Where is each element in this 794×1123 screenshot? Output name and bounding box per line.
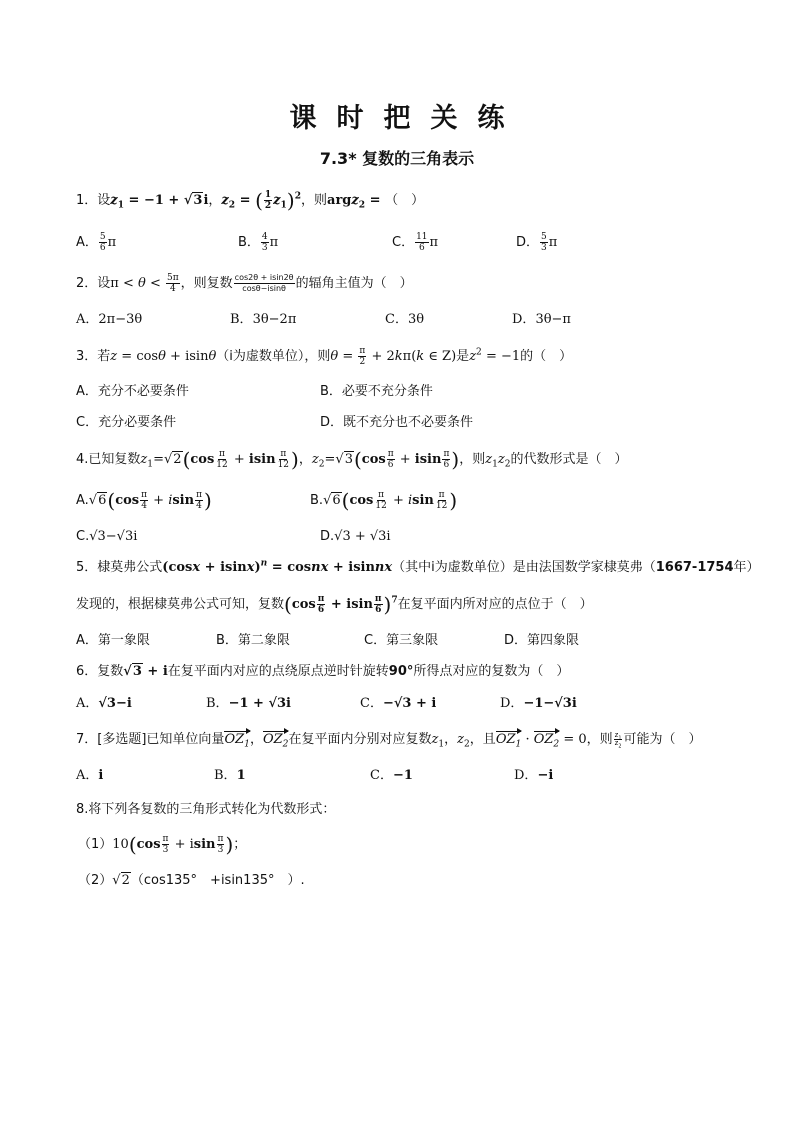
q7-option-b[interactable]: B．1 (214, 768, 246, 783)
page-subtitle: 7.3* 复数的三角表示 (319, 149, 475, 168)
question-2: 2．设π < θ < $\frac{5\pi}{4}$ ，则复数 $\frac{\cos 2\theta + isin2\theta}{\cos\theta-isin\theta}$ 的辐角主值为（ ） (76, 273, 413, 294)
q2-option-c[interactable]: C．3θ (385, 312, 425, 327)
q2-option-d[interactable]: D．3θ−π (512, 312, 571, 327)
q7-option-c[interactable]: C．−1 (370, 768, 413, 783)
q4-option-d[interactable]: D.√3 + √3i (320, 529, 391, 544)
q3-option-b[interactable]: B．必要不充分条件 (320, 384, 433, 399)
question-6: 6．复数√3 + i在复平面内对应的点绕原点逆时针旋转90°所得点对应的复数为（ ） (76, 664, 570, 679)
page-title: 课时把关练 (289, 103, 525, 134)
q1-option-b[interactable]: B． $\frac{4}{3}$ π (238, 232, 279, 253)
q2-option-a[interactable]: A．2π−3θ (76, 312, 143, 327)
q3-option-a[interactable]: A．充分不必要条件 (76, 384, 189, 399)
q2-option-b[interactable]: B．3θ−2π (230, 312, 297, 327)
q7-option-a[interactable]: A．i (76, 768, 104, 783)
q5-option-a[interactable]: A．第一象限 (76, 633, 150, 648)
q1-option-d[interactable]: D． $\frac{5}{3}$ π (516, 232, 558, 253)
q4-option-c[interactable]: C.√3−√3i (76, 529, 138, 544)
q5-option-d[interactable]: D．第四象限 (504, 633, 580, 648)
question-5: 5．棣莫弗公式$(\cos x + isinx)^n$ = cosnx + isinnx（其中i为虚数单位）是由法国数学家棣莫弗（1667-1754年） (76, 557, 760, 575)
q7-option-d[interactable]: D．−i (514, 768, 554, 783)
q3-option-c[interactable]: C．充分必要条件 (76, 415, 177, 430)
q6-option-a[interactable]: A．√3−i (76, 696, 132, 711)
question-3: 3．若z = cosθ + isinθ（i为虚数单位），则θ = $\frac{\pi}{2}$ + 2kπ(k ∈ Z)是$z^2 = -1$的（ ） (76, 346, 573, 367)
q3-option-d[interactable]: D．既不充分也不必要条件 (320, 415, 474, 430)
q6-option-b[interactable]: B．−1 + √3i (206, 696, 291, 711)
q1-option-a[interactable]: A． $\frac{5}{6}$ π (76, 232, 117, 253)
q5-option-c[interactable]: C．第三象限 (364, 633, 439, 648)
q6-option-c[interactable]: C．−√3 + i (360, 696, 437, 711)
q4-option-b[interactable]: B.√6(cos $\frac{\pi}{12}$ + isin $\frac{\pi}{12}$ ) (310, 488, 458, 513)
question-8: 8.将下列各复数的三角形式转化为代数形式： (76, 802, 336, 817)
q6-option-d[interactable]: D．−1−√3i (500, 696, 577, 711)
q5-option-b[interactable]: B．第二象限 (216, 633, 290, 648)
q4-option-a[interactable]: A.√6(cos $\frac{\pi}{4}$ + isin $\frac{\pi}{4}$ ) (76, 488, 212, 513)
question-8-part-1: （1）10(cos $\frac{\pi}{3}$ + isin $\frac{\pi}{3}$ )； (78, 832, 247, 857)
q1-option-c[interactable]: C． $\frac{11}{6}$ π (392, 232, 439, 253)
question-7: 7．[多选题]已知单位向量$OZ_1$，$OZ_2$在复平面内分别对应复数$z_1$，$z_2$，且$OZ_1 \cdot OZ_2 = 0$，则 $\frac{z_1}{z_2}$ 可能为（ ） (76, 731, 702, 750)
question-8-part-2: （2）√2（cos135° +isin135° ）. (78, 873, 305, 888)
question-4: 4.已知复数$z_1=√2(\cos$ $\frac{\pi}{12}$ + isin $\frac{\pi}{12}$ )，$z_2=√3(\cos$ $\frac{\pi}{6}$ + isin $\frac{\pi}{6}$ )，则$z_1z_2$的代数形式是（ ） (76, 447, 628, 472)
question-1: 1．设$z_1 = -1 + √3i$，$z_2$ = ( $\frac{1}{2}$ $z_1)^2$，则argz$_2$ = （ ） (76, 188, 425, 213)
question-5-line-2: 发现的，根据棣莫弗公式可知，复数(cos $\frac{\pi}{6}$ + isin $\frac{\pi}{6}$ )$^7$在复平面内所对应的点位于（ ） (76, 592, 593, 617)
